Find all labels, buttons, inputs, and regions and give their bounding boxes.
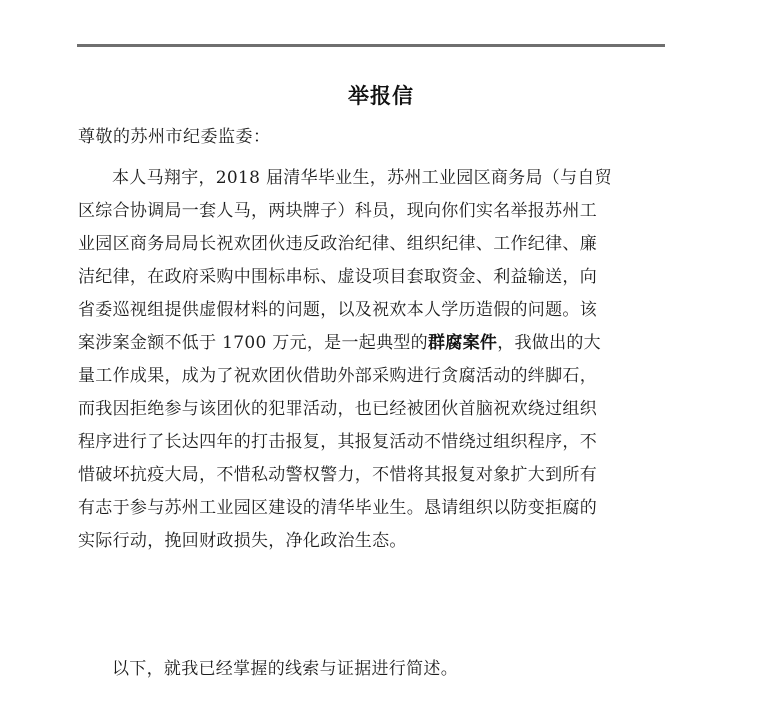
emphasized-text: 群腐案件 (427, 333, 498, 353)
paragraph-line: 实际行动，挽回财政损失，净化政治生态。 (78, 531, 407, 551)
paragraph-line: 本人马翔宇，2018 届清华毕业生，苏州工业园区商务局（与自贸 (112, 168, 612, 188)
paragraph-main (78, 162, 678, 558)
paragraph-line: 惜破坏抗疫大局，不惜私动警权警力，不惜将其报复对象扩大到所有 (78, 465, 597, 485)
salutation: 尊敬的苏州市纪委监委： (78, 127, 271, 147)
paragraph-text: 案涉案金额不低于 1700 万元，是一起典型的 (78, 333, 428, 353)
paragraph-line: 业园区商务局局长祝欢团伙违反政治纪律、组织纪律、工作纪律、廉 (78, 234, 597, 254)
paragraph-line: 省委巡视组提供虚假材料的问题，以及祝欢本人学历造假的问题。该 (78, 300, 597, 320)
paragraph-line: 而我因拒绝参与该团伙的犯罪活动，也已经被团伙首脑祝欢绕过组织 (78, 399, 597, 419)
header-rule (77, 44, 665, 47)
paragraph-line: 量工作成果，成为了祝欢团伙借助外部采购进行贪腐活动的绊脚石， (78, 366, 597, 386)
paragraph-text: ，我做出的大 (497, 333, 601, 353)
paragraph-line: 洁纪律，在政府采购中围标串标、虚设项目套取资金、利益输送，向 (78, 267, 597, 287)
paragraph-line (78, 327, 678, 360)
paragraph-line: 有志于参与苏州工业园区建设的清华毕业生。恳请组织以防变拒腐的 (78, 498, 597, 518)
paragraph-line: 程序进行了长达四年的打击报复，其报复活动不惜绕过组织程序，不 (78, 432, 597, 452)
document-title: 举报信 (348, 83, 414, 108)
paragraph-line: 区综合协调局一套人马，两块牌子）科员，现向你们实名举报苏州工 (78, 201, 597, 221)
paragraph-closing: 以下，就我已经掌握的线索与证据进行简述。 (112, 659, 458, 679)
